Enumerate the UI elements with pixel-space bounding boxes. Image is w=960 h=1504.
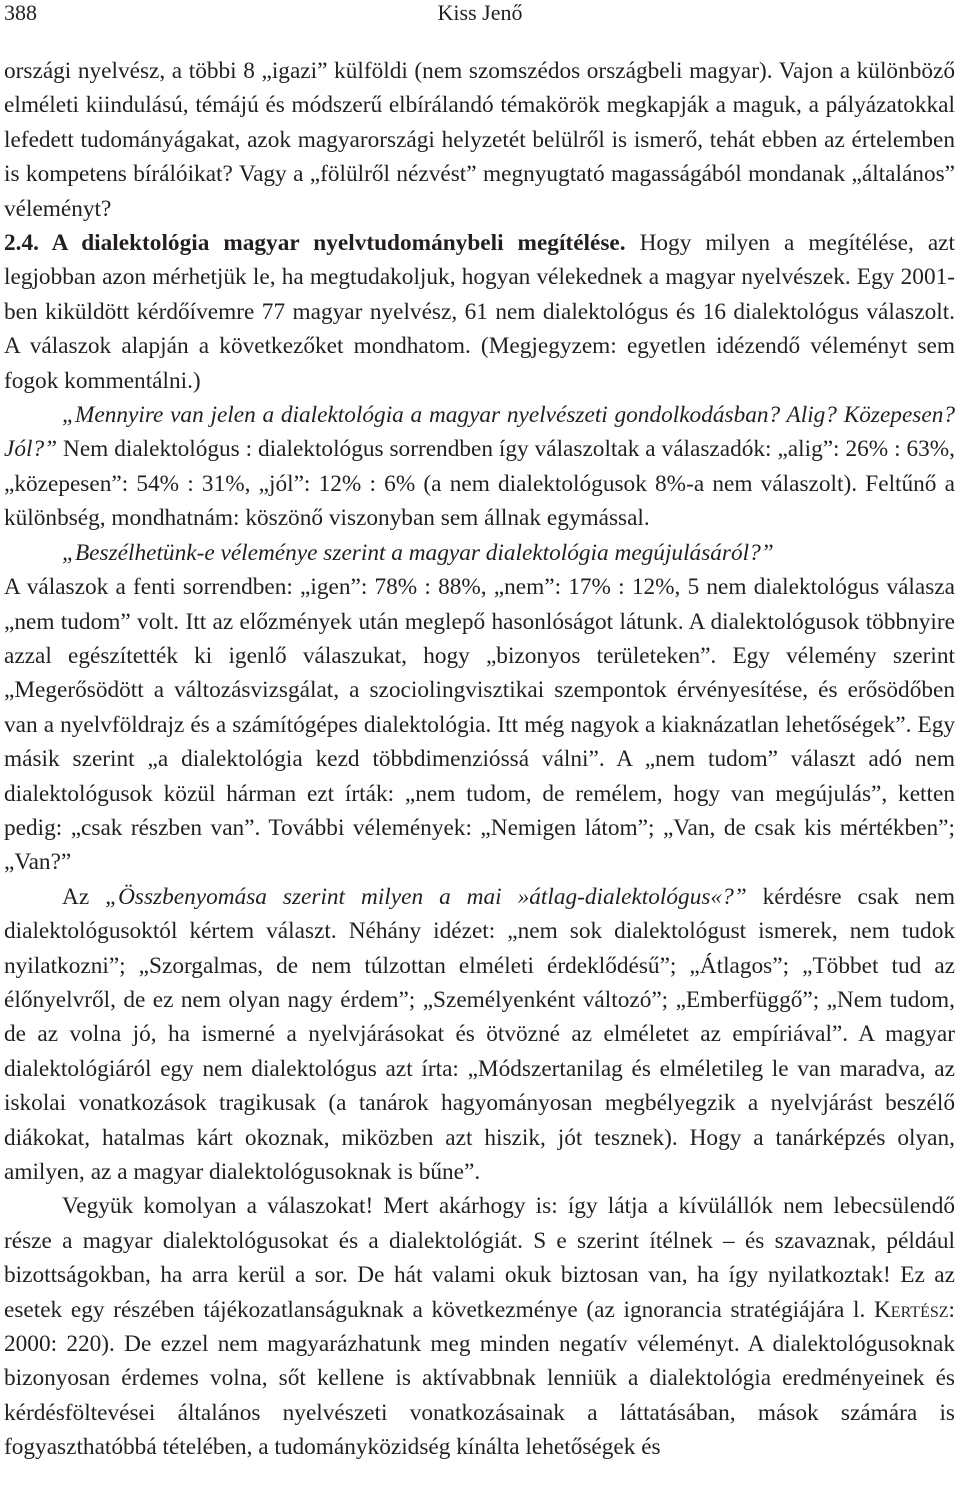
running-head (0, 0, 960, 34)
survey-question-1: „Mennyire van jelen a dialektológia a magyar nyelvészeti gondolkodásban? Alig? Közepesen? Jól?” (4, 402, 955, 463)
paragraph-6 (4, 1189, 955, 1464)
paragraph-3-text: Nem dialektológus : dialektológus sorrendben így válaszoltak a válaszadók: „alig”: 26% : 63%, „közepesen”: 54% : 31%, „jól”: 12% : 6% (a nem dialektológusok 8%-a nem válaszolt). Feltűnő a különbség, mondhatnám: köszönő viszonyban sem állnak egymással. (4, 436, 955, 532)
paragraph-2 (4, 226, 955, 398)
paragraph-6-text-a: Vegyük komolyan a válaszokat! Mert akárhogy is: így látja a kívülállók nem lebecsülendő része a magyar dialektológusokat és a dialektológiát. S e szerint ítélnek – és szavaznak, például bizottságokban, ha arra kerül a sor. De hát valami okuk biztosan van, ha így nyilatkoztak! Ez az esetek egy részében tájékozatlanságuknak a következménye (az ignorancia stratégiájára l. (4, 1193, 955, 1323)
paragraph-6-text-b: : 2000: 220). De ezzel nem magyarázhatunk meg minden negatív véleményt. A dialektológusoknak bizonyosan érdemes volna, sőt kellene is aktívabbnak lenniük a dialektológia eredményeinek és kérdésföltevései általános nyelvészeti vonatkozásainak a láttatásában, mások számára is fogyaszthatóbbá tételében, a tudományközidség kínálta lehetőségek és (4, 1296, 955, 1461)
survey-question-3: „Összbenyomása szerint milyen a mai »átlag-dialektológus«?” (105, 883, 747, 910)
paragraph-4-question (4, 536, 955, 570)
survey-question-2: „Beszélhetünk-e véleménye szerint a magyar dialektológia megújulásáról?” (62, 539, 774, 566)
paragraph-5-text: kérdésre csak nem dialektológusoktól kértem választ. Néhány idézet: „nem sok dialektológust ismerek, nem tudok nyilatkozni”; „Szorgalmas, de nem túlzottan elméleti érdeklődésű”; „Átlagos”; „Többet tud az élőnyelvről, de ez nem olyan nagy érdem”; „Személyenként változó”; „Emberfüggő”; „Nem tudom, de az volna jó, ha ismerné a nyelvjárásokat és ötvözné az elméletet az empíriával”. A magyar dialektológiáról egy nem dialektológus azt írta: „Módszertanilag és elméletileg le van maradva, az iskolai vonatkozások tragikusak (a tanárok hagyományosan megbélyegzik a nyelvjárást beszélő diákokat, hatalmas kárt okoznak, miközben azt hiszik, jót tesznek). Hogy a tanárképzés olyan, amilyen, az a magyar dialektológusoknak is bűne”. (4, 883, 955, 1185)
paragraph-5-lead: Az (62, 883, 106, 910)
section-heading-2-4: 2.4. A dialektológia magyar nyelvtudománybeli megítélése. (4, 230, 626, 257)
running-title-author: Kiss Jenő (437, 0, 523, 25)
paragraph-4: A válaszok a fenti sorrendben: „igen”: 78% : 88%, „nem”: 17% : 12%, 5 nem dialektológus válasza „nem tudom” volt. Itt az előzmények után meglepő hasonlóságot látunk. A dialektológusok többnyire azzal egészítették ki igenlő válaszukat, hogy „bizonyos területeken”. Egy vélemény szerint „Megerősödött a változásvizsgálat, a szociolingvisztikai szempontok érvényesítése, és erősödőben van a nyelvföldrajz és a számítógépes dialektológia. Itt még nagyok a kiaknázatlan lehetőségek”. Egy másik szerint „a dialektológia kezd többdimenzióssá válni”. A „nem tudom” választ adó nem dialektológusok közül hárman ezt írták: „nem tudom, de remélem, hogy van megújulás”, ketten pedig: „csak részben van”. További vélemények: „Nemigen látom”; „Van, de csak kis mértékben”; „Van?” (4, 574, 955, 876)
citation-author: Kertész (873, 1296, 949, 1323)
page-number: 388 (4, 0, 37, 25)
body-text (4, 54, 955, 1465)
paragraph-3 (4, 398, 955, 536)
paragraph-2-text: Hogy milyen a megítélése, azt legjobban azon mérhetjük le, ha megtudakoljuk, hogyan vélekednek a magyar nyelvészek. Egy 2001-ben kiküldött kérdőívemre 77 magyar nyelvész, 61 nem dialektológus és 16 dialektológus válaszolt. A válaszok alapján a következőket mondhatom. (Megjegyzem: egyetlen idézendő véleményt sem fogok kommentálni.) (4, 230, 955, 394)
paragraph-1: országi nyelvész, a többi 8 „igazi” külföldi (nem szomszédos országbeli magyar). Vajon a különböző elméleti kiindulású, témájú és módszerű elbírálandó témakörök megkapják a maguk, a pályázatokkal lefedett tudományágakat, azok magyarországi helyzetét belülről is ismerő, tehát ebben az értelemben is kompetens bírálóikat? Vagy a „fölülről nézvést” megnyugtató magasságából mondanak „általános” véleményt? (4, 58, 955, 222)
paragraph-5 (4, 880, 955, 1190)
